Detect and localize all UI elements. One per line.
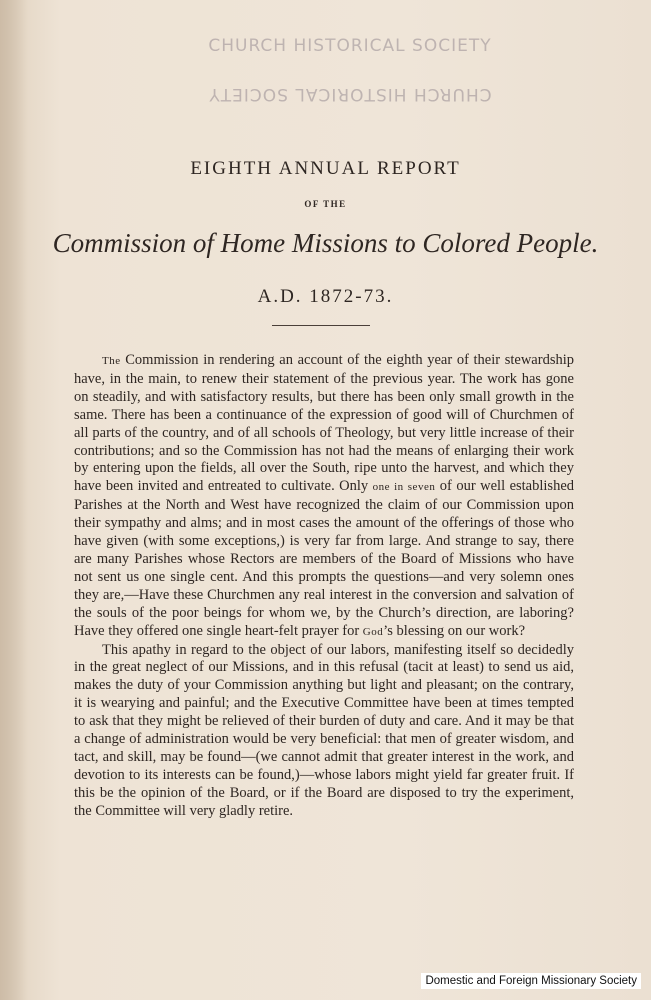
report-subtitle: Commission of Home Missions to Colored People. <box>52 228 599 258</box>
god-smallcaps: God <box>362 625 384 638</box>
report-title: EIGHTH ANNUAL REPORT <box>190 158 461 179</box>
report-body <box>74 352 574 821</box>
library-stamp: CHURCH HISTORICAL SOCIETY <box>208 36 492 56</box>
title-divider <box>272 325 370 326</box>
page-edge-shadow <box>0 0 28 1000</box>
emphasis-text: one in seven <box>372 481 436 494</box>
paragraph-1-part-1: Commission in rendering an account of the eighth year of their stewardship have, in the main, to renew their statement of the previous year. The work has gone on steadily, and with satisfactory results, but there has been only small growth in the same. There has been a continuance of the expression of good will of Churchmen of all parts of the country, and of all schools of Theology, but very little increase of their contributions; and so the Commission has not had the means of enlarging their work by entering upon the fields, all over the South, ripe unto the harvest, and which they have been invited and entreated to cultivate. Only <box>74 352 574 495</box>
paragraph-1-part-2: of our well established Parishes at the North and West have recognized the claim of our Commission upon their sympathy and alms; and in most cases the amount of the offerings of those who have given (with some exceptions,) is very far from large. And strange to say, there are many Parishes whose Rectors are members of the Board of Missions who have not sent us one single cent. And this prompts the questions—and very solemn ones they are,—Have these Churchmen any real interest in the conversion and salvation of the souls of the poor beings for whom we, by the Church’s direction, are laboring? Have they offered one single heart-felt prayer for <box>74 478 574 639</box>
library-stamp-inverted: CHURCH HISTORICAL SOCIETY <box>208 84 492 104</box>
paragraph-2: This apathy in regard to the object of our labors, manifesting itself so decidedly in the great neglect of our Missions, and in this refusal (tacit at least) to send us aid, makes the duty of your Commission anything but light and pleasant; on the contrary, it is wearying and painful; and the Executive Committee have been at times tempted to ask that they might be relieved of their burden of duty and care. And it may be that a change of administration would be very beneficial: that men of greater wisdom, and tact, and skill, may be found—(we cannot admit that greater interest in the work, and devotion to its interests can be found,)—whose labors might yield far greater fruit. If this be the opinion of the Board, or if the Board are disposed to try the experiment, the Committee will very gladly retire. <box>74 641 574 819</box>
source-caption: Domestic and Foreign Missionary Society <box>421 973 641 989</box>
paragraph-1 <box>74 352 574 642</box>
report-year: A.D. 1872-73. <box>257 286 394 307</box>
report-of-the: OF THE <box>304 199 347 209</box>
lead-word: The <box>102 355 121 367</box>
paragraph-1-part-3: ’s blessing on our work? <box>383 622 526 639</box>
